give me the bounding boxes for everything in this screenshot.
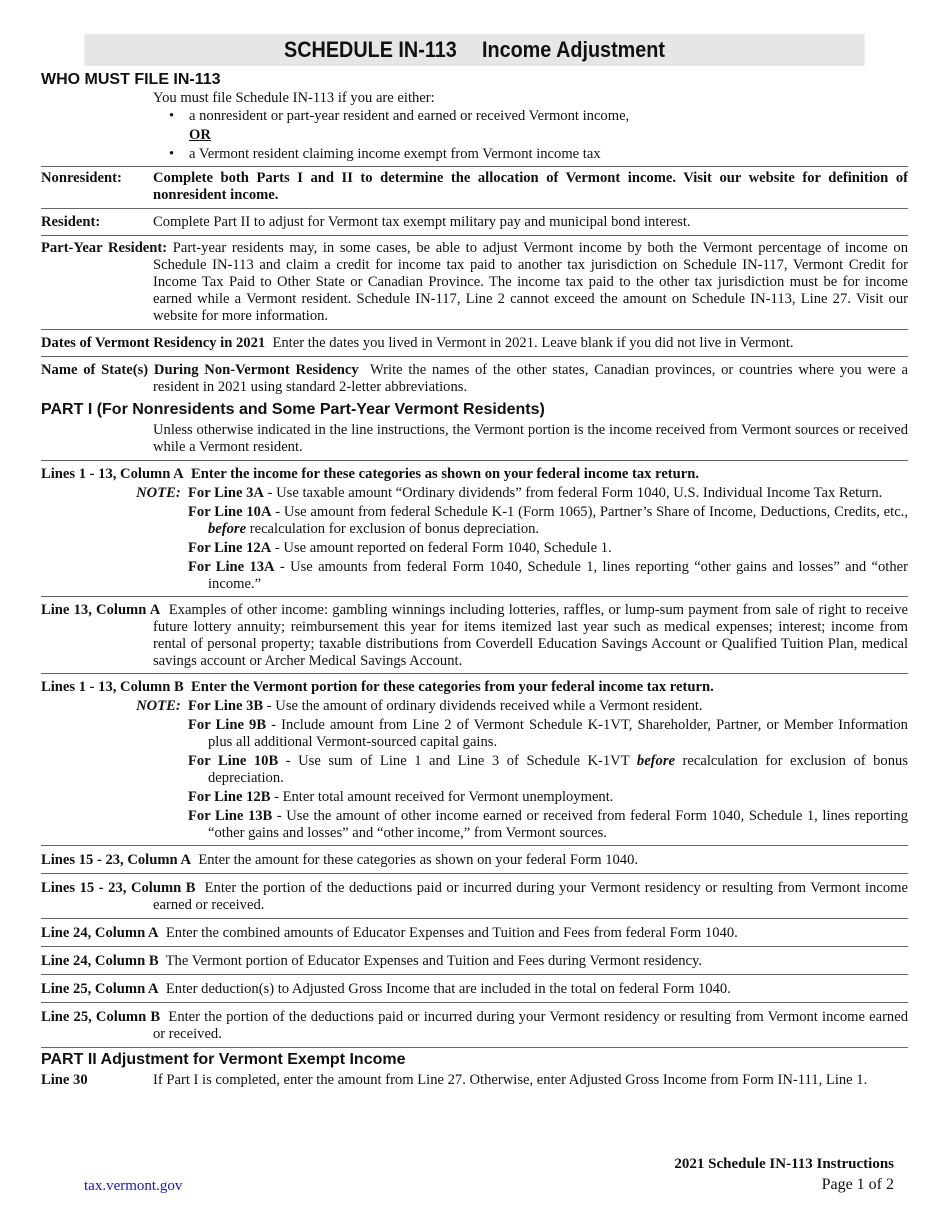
part-year-label: Part-Year Resident: (41, 240, 168, 256)
line30-label: Line 30 (41, 1072, 88, 1088)
part-year-section (41, 235, 908, 325)
line24b-label: Line 24, Column B (41, 953, 159, 969)
column-a-note-item: For Line 12A - Use amount reported on federal Form 1040, Schedule 1. (188, 540, 612, 556)
column-a-note-item: For Line 10A - Use amount from federal Schedule K-1 (Form 1065), Partner’s Share of Income, Deductions, Credits, etc., before recalculation for exclusion of bonus depreciation. (188, 504, 908, 537)
column-b-note-item: For Line 9B - Include amount from Line 2 of Vermont Schedule K-1VT, Shareholder, Partner, or Member Information plus all additional Vermont-sourced capital gains. (188, 717, 908, 750)
states-text: Write the names of the other states, Canadian provinces, or countries where you were a resident in 2021 using standard 2-letter abbreviations. (153, 362, 908, 395)
nonresident-section (41, 166, 908, 204)
line13a-label: Line 13, Column A (41, 602, 161, 618)
part-year-text: Part-year residents may, in some cases, be able to adjust Vermont income by both the Vermont percentage of income on Schedule IN-113 and claim a credit for income tax paid to another tax jurisdiction on Schedule IN-117, Vermont Credit for Income Tax Paid to Other State or Canadian Province. The income tax paid to the other tax jurisdiction must be for income earned while a Vermont resident. Schedule IN-117, Line 2 cannot exceed the amount on Schedule IN-113, Line 27. Visit our website for more information. (153, 240, 908, 324)
column-a-section (41, 460, 908, 595)
lines15-23a-label: Lines 15 - 23, Column A (41, 852, 192, 868)
form-number: SCHEDULE IN-113 (284, 37, 457, 62)
page-number: Page 1 of 2 (821, 1176, 894, 1193)
column-b-section (41, 673, 908, 844)
instructions-page (41, 34, 908, 1089)
line25b-label: Line 25, Column B (41, 1009, 161, 1025)
who-must-file-heading: WHO MUST FILE IN-113 (41, 71, 221, 88)
column-a-note-list (188, 485, 908, 595)
who-bullet-2: • a Vermont resident claiming income exempt from Vermont income tax (169, 146, 601, 162)
line25a-label: Line 25, Column A (41, 981, 159, 997)
nonresident-text: Complete both Parts I and II to determine the allocation of Vermont income. Visit our website for definition of nonresident income. (153, 170, 908, 203)
states-section (41, 356, 908, 396)
website-link[interactable]: tax.vermont.gov (84, 1178, 183, 1194)
column-b-note-item: For Line 12B - Enter total amount received for Vermont unemployment. (188, 789, 614, 805)
resident-text: Complete Part II to adjust for Vermont tax exempt military pay and municipal bond interest. (153, 214, 691, 230)
dates-text: Enter the dates you lived in Vermont in 2021. Leave blank if you did not live in Vermont. (272, 335, 794, 351)
line30-section (41, 1072, 908, 1089)
dates-section (41, 329, 908, 352)
line25b-text: Enter the portion of the deductions paid or incurred during your Vermont residency or resulting from Vermont income earned or received. (153, 1009, 909, 1042)
dates-label: Dates of Vermont Residency in 2021 (41, 335, 266, 351)
resident-section (41, 208, 908, 231)
resident-label: Resident: (41, 214, 101, 230)
line25b-section (41, 1002, 908, 1043)
column-b-heading: Lines 1 - 13, Column B Enter the Vermont portion for these categories from your federal income tax return. (41, 679, 714, 695)
column-a-notes (41, 485, 908, 595)
line24a-text: Enter the combined amounts of Educator Expenses and Tuition and Fees from federal Form 1040. (165, 925, 738, 941)
states-label: Name of State(s) During Non-Vermont Residency (41, 362, 359, 378)
column-b-note-item: For Line 13B - Use the amount of other income earned or received from federal Form 1040, Schedule 1, lines reporting “other gains and losses” and “other income,” from Vermont sources. (188, 808, 909, 841)
column-a-note-label: NOTE: (136, 485, 181, 501)
lines15-23b-label: Lines 15 - 23, Column B (41, 880, 196, 896)
column-b-note-label: NOTE: (136, 698, 181, 714)
column-a-note-item: For Line 13A - Use amounts from federal Form 1040, Schedule 1, lines reporting “other gains and losses” and “other income.” (188, 559, 908, 592)
line24b-section (41, 946, 908, 970)
line13a-section (41, 596, 908, 670)
line24a-label: Line 24, Column A (41, 925, 159, 941)
footer (674, 1155, 894, 1196)
line13a-text: Examples of other income: gambling winnings including lotteries, raffles, or lump-sum payment from sale of right to receive future lottery annuity; reimbursement this year for items itemized last year such as medical expenses; interest; income from rental of personal property; taxable distributions from Coverdell Education Savings Account or Qualified Tuition Plan, medical savings account or Archer Medical Savings Account. (153, 602, 909, 669)
form-name: Income Adjustment (481, 37, 665, 62)
line24b-text: The Vermont portion of Educator Expenses and Tuition and Fees during Vermont residency. (165, 953, 703, 969)
nonresident-label: Nonresident: (41, 170, 122, 186)
part2-heading: PART II Adjustment for Vermont Exempt Income (41, 1047, 908, 1070)
line25a-text: Enter deduction(s) to Adjusted Gross Income that are included in the total on federal Form 1040. (165, 981, 731, 997)
lines15-23b-section (41, 873, 908, 914)
part1-intro: Unless otherwise indicated in the line instructions, the Vermont portion is the income received from Vermont sources or received while a Vermont resident. (153, 422, 908, 455)
line24a-section (41, 918, 908, 942)
lines15-23a-text: Enter the amount for these categories as shown on your federal Form 1040. (198, 852, 639, 868)
column-a-heading: Lines 1 - 13, Column A Enter the income for these categories as shown on your federal income tax return. (41, 466, 700, 482)
footer-title: 2021 Schedule IN-113 Instructions (674, 1156, 894, 1172)
who-intro: You must file Schedule IN-113 if you are either: (153, 90, 435, 106)
part1-heading: PART I (For Nonresidents and Some Part-Year Vermont Residents) (41, 401, 545, 418)
column-b-notes (41, 698, 908, 844)
column-b-note-item: For Line 10B - Use sum of Line 1 and Line 3 of Schedule K-1VT before recalculation for exclusion of bonus depreciation. (188, 753, 908, 786)
column-b-note-item: For Line 3B - Use the amount of ordinary dividends received while a Vermont resident. (188, 698, 703, 714)
lines15-23b-text: Enter the portion of the deductions paid or incurred during your Vermont residency or resulting from Vermont income earned or received. (153, 880, 909, 913)
column-a-note-item: For Line 3A - Use taxable amount “Ordinary dividends” from federal Form 1040, U.S. Individual Income Tax Return. (188, 485, 883, 501)
who-bullet-1: • a nonresident or part-year resident and earned or received Vermont income, (169, 108, 630, 124)
page-title (84, 34, 864, 66)
column-b-note-list (188, 698, 908, 844)
lines15-23a-section (41, 845, 908, 869)
line25a-section (41, 974, 908, 998)
line30-text: If Part I is completed, enter the amount from Line 27. Otherwise, enter Adjusted Gross Income from Form IN-111, Line 1. (153, 1072, 868, 1088)
or-label: OR (189, 127, 211, 143)
